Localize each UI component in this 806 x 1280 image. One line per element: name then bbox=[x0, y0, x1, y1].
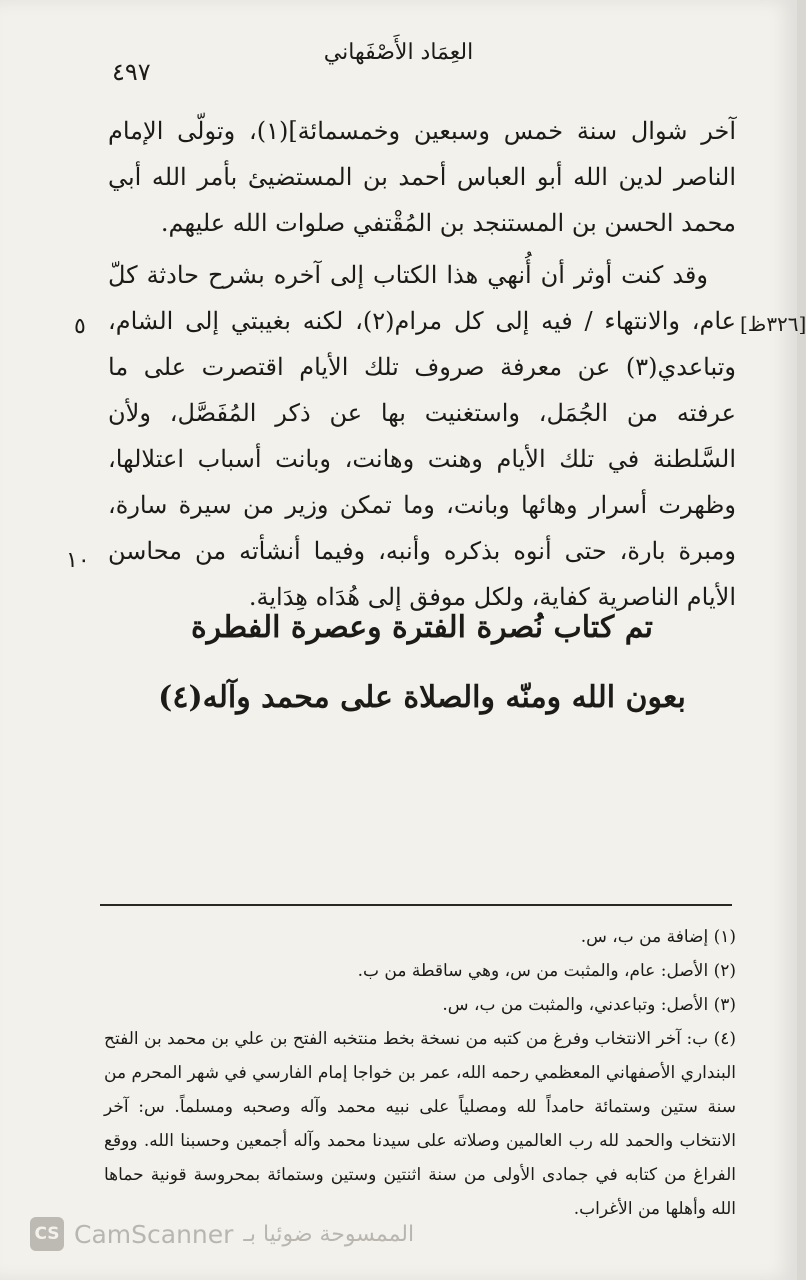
colophon-line-2: بعون الله ومنّه والصلاة على محمد وآله(٤) bbox=[158, 680, 686, 715]
paragraph-2: وقد كنت أوثر أن أُنهي هذا الكتاب إلى آخره بشرح حادثة كلّ عام، والانتهاء / فيه إلى كل مرام(٢)، لكنه بغيبتي إلى الشام، وتباعدي(٣) عن معرفة صروف تلك الأيام اقتصرت على ما عرفته من الجُمَل، واستغنيت بها عن ذكر المُفَصَّل، ولأن السَّلطنة في تلك الأيام وهنت وهانت، وبانت أسباب اعتلالها، وظهرت أسرار وهائها وبانت، وما تمكن وزير من سيرة سارة، ومبرة بارة، حتى أنوه بذكره وأنبه، وفيما أنشأته من محاسن الأيام الناصرية كفاية، ولكل موفق إلى هُدَاه هِدَاية. bbox=[108, 261, 736, 611]
footnote-3: (٣) الأصل: وتباعدني، والمثبت من ب، س. bbox=[442, 995, 736, 1015]
watermark-brand: CamScanner bbox=[74, 1219, 234, 1249]
footnotes bbox=[104, 920, 736, 1226]
line-number-5: ٥ bbox=[74, 314, 86, 339]
page-number: ٤٩٧ bbox=[112, 58, 151, 86]
colophon-line-1: تم كتاب نُصرة الفترة وعصرة الفطرة bbox=[190, 610, 654, 645]
footnote-1: (١) إضافة من ب، س. bbox=[580, 927, 736, 947]
footnote-divider bbox=[100, 904, 732, 906]
line-number-10: ١٠ bbox=[66, 548, 90, 573]
watermark-arabic: الممسوحة ضوئيا بـ bbox=[243, 1221, 415, 1247]
scanner-watermark bbox=[30, 1214, 414, 1254]
folio-reference: [٣٢٦ظ] bbox=[740, 312, 806, 336]
main-text bbox=[108, 108, 736, 620]
camscanner-logo-icon: CS bbox=[30, 1217, 64, 1251]
footnote-2: (٢) الأصل: عام، والمثبت من س، وهي ساقطة من ب. bbox=[357, 961, 736, 981]
footnote-4: (٤) ب: آخر الانتخاب وفرغ من كتبه من نسخة بخط منتخبه الفتح بن علي بن محمد بن الفتح البنداري الأصفهاني المعظمي رحمه الله، عمر بن خواجا إمام الفارسي في شهر المحرم من سنة ستين وستمائة حامداً لله ومصلياً على نبيه محمد وآله وصحبه ومسلماً. س: آخر الانتخاب والحمد لله رب العالمين وصلاته على سيدنا محمد وآله أجمعين وحسبنا الله. ووقع الفراغ من كتابه في جمادى الأولى من سنة اثنتين وستين وستمائة بمحروسة قونية حماها الله وأهلها من الأغراب. bbox=[104, 1029, 736, 1219]
paragraph-1: آخر شوال سنة خمس وسبعين وخمسمائة](١)، وتولّى الإمام الناصر لدين الله أبو العباس أحمد بن المستضيئ بأمر الله أبي محمد الحسن بن المستنجد بن المُقْتفي صلوات الله عليهم. bbox=[108, 117, 737, 237]
running-header: العِمَاد الأَصْفَهاني bbox=[323, 40, 474, 65]
